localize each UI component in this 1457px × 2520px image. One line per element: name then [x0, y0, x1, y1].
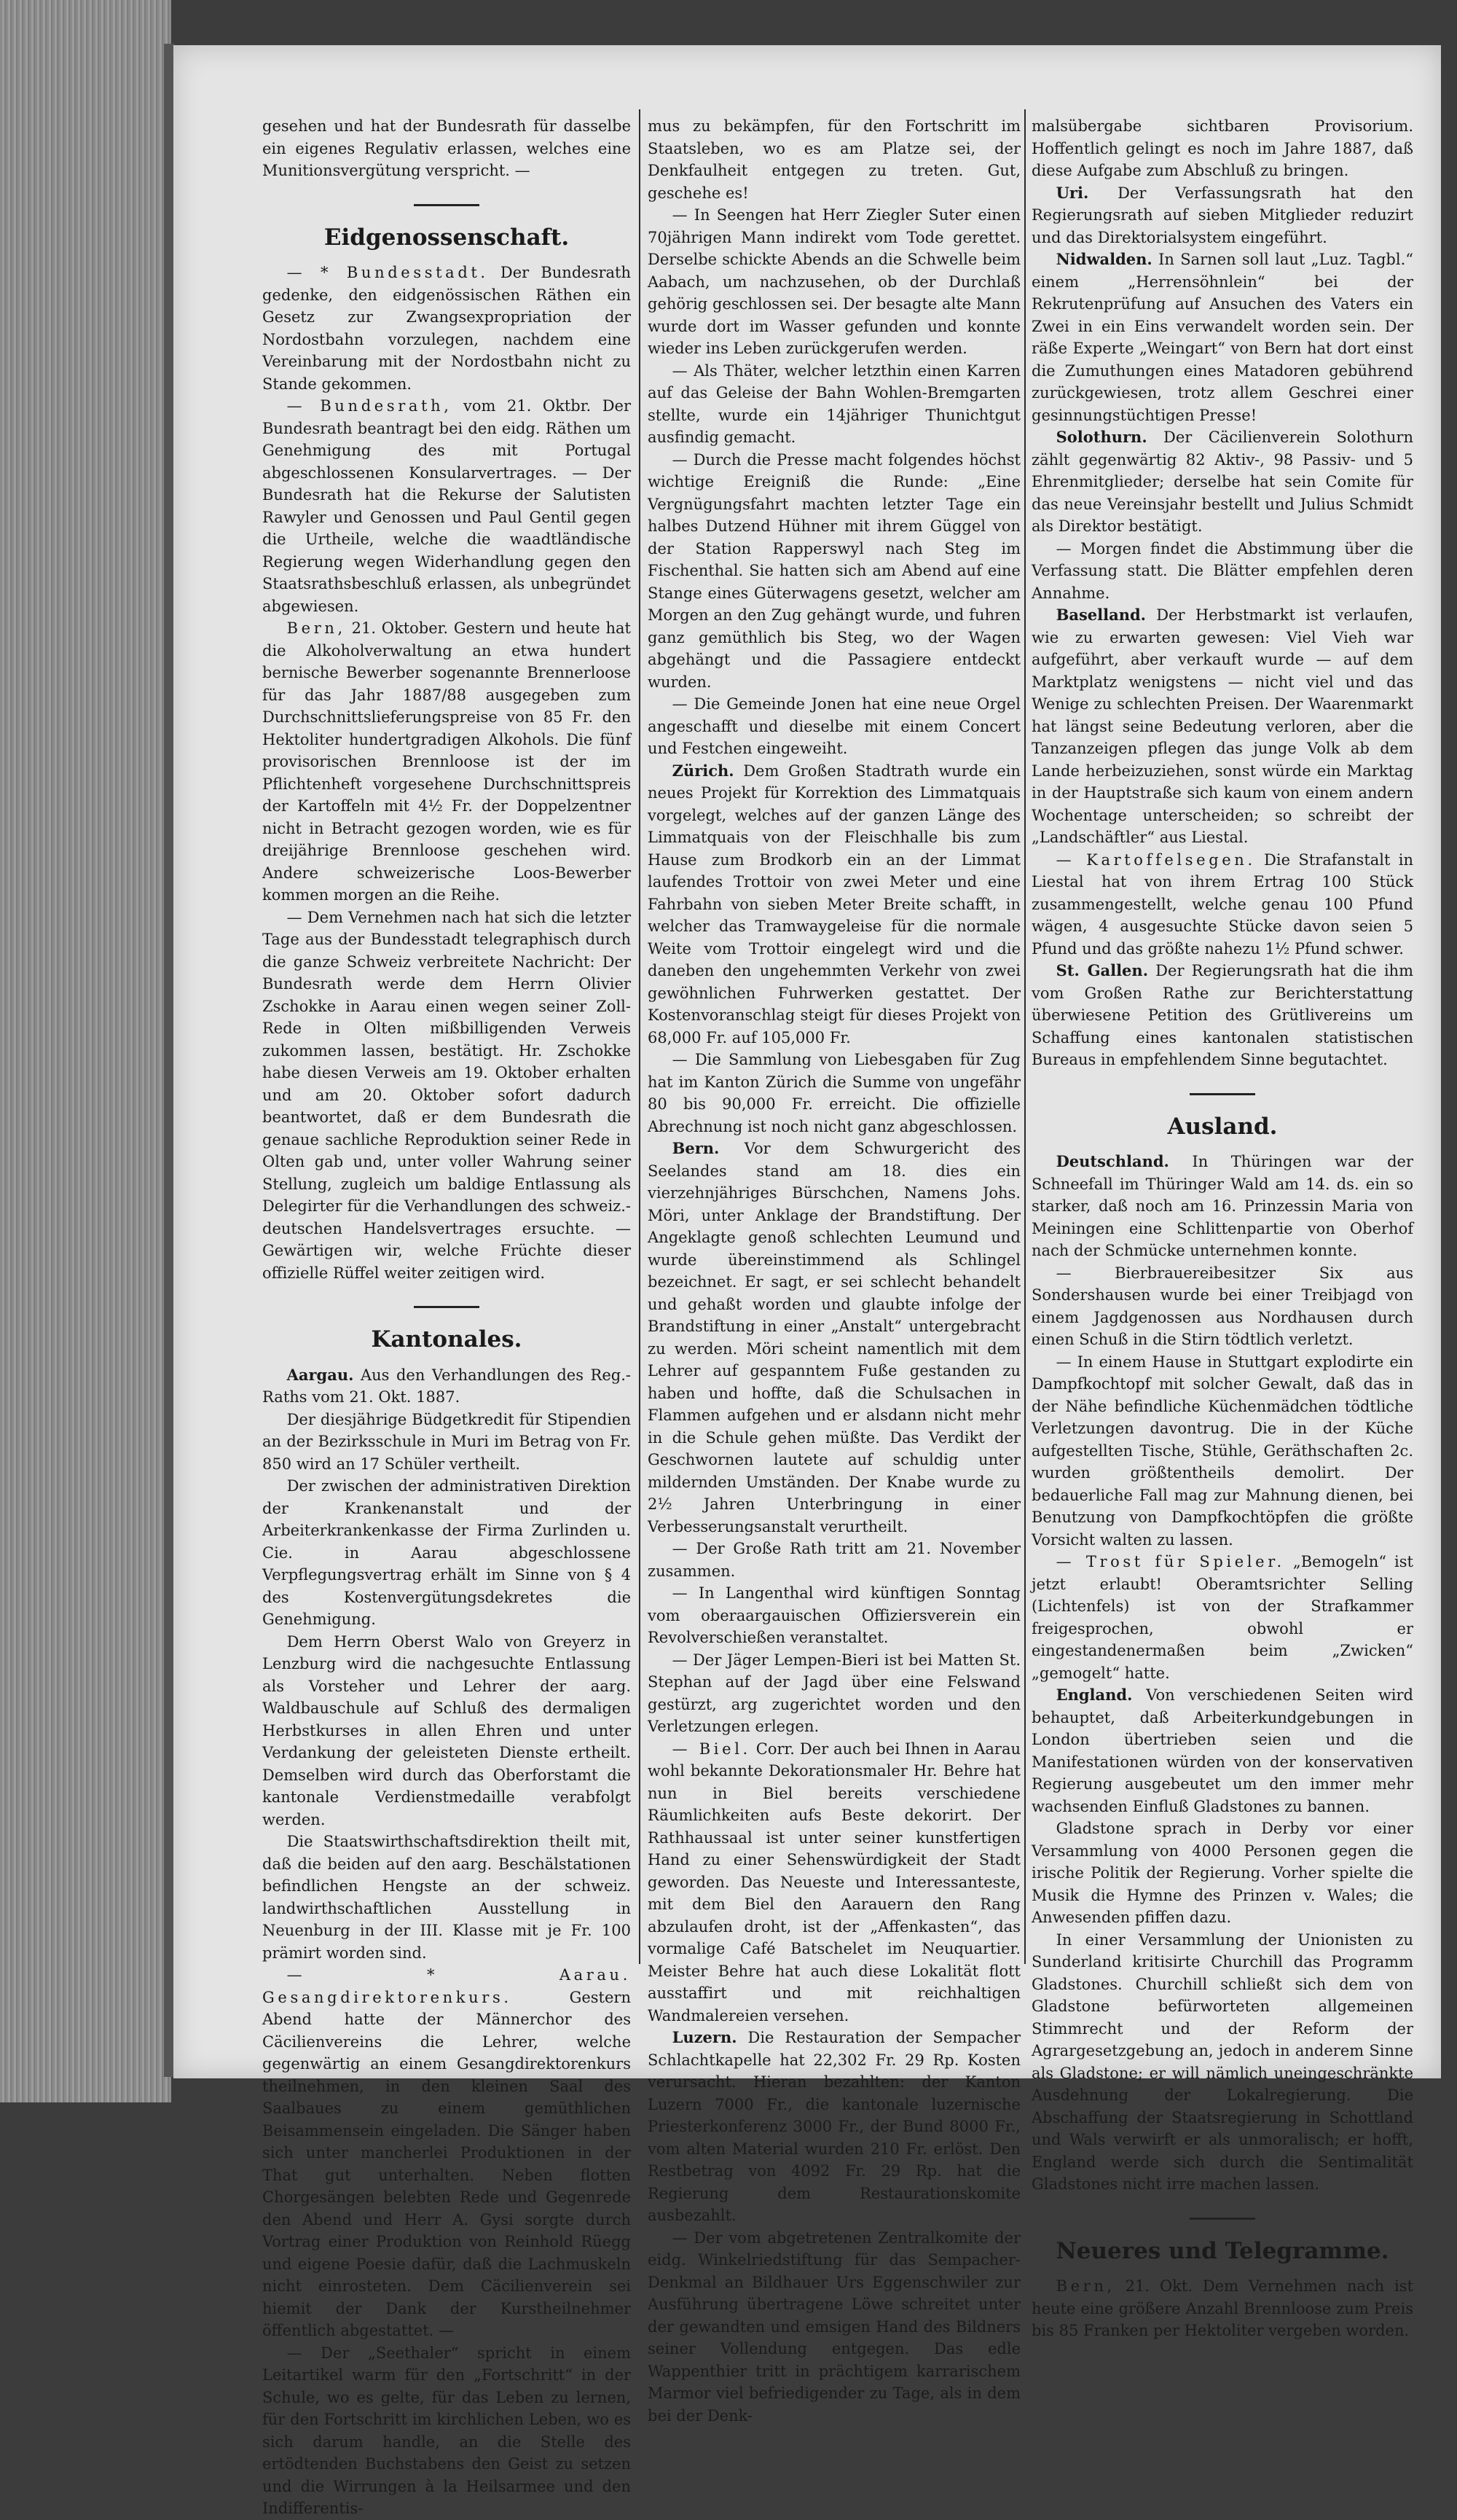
article-paragraph	[262, 1831, 631, 1964]
article-text: Dem Großen Stadtrath wurde ein neues Projekt für Korrektion des Limmatquais vorgelegt, welches auf der ganzen Länge des Limmatquais von der Fleischhalle bis zum Hause zum Brodkorb ein an der Limmat laufendes Trottoir von zwei Meter und eine Fahrbahn von sieben Meter Breite schafft, in welcher das Tramwaygeleise für die normale Weite vom Trottoir eingelegt wird und die daneben den ungehemmten Verkehr von zwei gewöhnlichen Fuhrwerken gestattet. Der Kostenvoranschlag steigt für dieses Projekt von 68,000 Fr. auf 105,000 Fr.	[648, 762, 1021, 1046]
article-lead: Deutschland.	[1056, 1152, 1169, 1170]
article-text: In einer Versammlung der Unionisten zu Sunderland kritisirte Churchill das Programm Gladstones. Churchill schließt sich dem von Gladstone befürworteten allgemeinen Stimmrecht und der Reform der Agrargesetzgebung an, jedoch in anderem Sinne als Gladstone; er will nämlich uneingeschränkte Ausdehnung der Lokalregierung. Die Abschaffung der Staatsregierung in Schottland und Wals verwirft er als unmoralisch; er hofft, England werde sich durch die Sentimalität Gladstones nicht irre machen lassen.	[1032, 1930, 1413, 2193]
article-text: Der Verfassungsrath hat den Regierungsrath auf sieben Mitglieder reduzirt und das Direktorialsystem eingeführt.	[1032, 184, 1413, 246]
article-paragraph	[648, 1049, 1021, 1138]
article-paragraph	[1032, 538, 1413, 605]
article-lead: Bern,	[1056, 2277, 1115, 2295]
article-text: Die Staatswirthschaftsdirektion theilt mit, daß die beiden auf den aarg. Beschälstationen befindlichen Hengste an der schweiz. landwirthschaftlichen Ausstellung in Neuenburg in der III. Klasse mit je Fr. 100 prämirt worden sind.	[262, 1833, 631, 1962]
article-lead: — Trost für Spieler.	[1056, 1553, 1285, 1570]
article-text: Gestern Abend hatte der Männerchor des Cäcilienvereins die Lehrer, welche gegenwärtig an einem Gesangdirektorenkurs theilnehmen, in den kleinen Saal des Saalbaues zu einem gemüthlichen Beisammensein eingeladen. Die Sänger haben sich unter mancherlei Produktionen in der That gut unterhalten. Neben flotten Chorgesängen belebten Rede und Gegenrede den Abend und Herr A. Gysi sorgte durch Vortrag einer Produktion von Reinhold Rüegg und eigene Poesie dafür, daß die Lachmuskeln nicht einrosteten. Dem Cäcilienverein sei hiemit der Dank der Kurstheilnehmer öffentlich abgestattet. —	[262, 1988, 631, 2339]
article-paragraph	[262, 395, 631, 617]
article-lead: Luzern.	[672, 2028, 737, 2046]
article-paragraph	[262, 115, 631, 182]
article-lead: Bern.	[672, 1139, 720, 1157]
article-text: Corr. Der auch bei Ihnen in Aarau wohl bekannte Dekorationsmaler Hr. Behre hat nun in Biel bereits verschiedene Räumlichkeiten aufs Beste dekorirt. Der Rathhaussaal ist unter seiner kunstfertigen Hand zu einer Sehenswürdigkeit der Stadt geworden. Das Neueste und Interessanteste, mit dem Biel den Aarauern den Rang abzulaufen droht, ist der „Affenkasten“, das vormalige Café Batschelet im Neuquartier. Meister Behre hat auch diese Lokalität flott ausstaffirt und mit reichhaltigen Wandmalereien versehen.	[648, 1740, 1021, 2024]
article-text: Vor dem Schwurgericht des Seelandes stand am 18. dies ein vierzehnjähriges Bürschchen, Namens Johs. Möri, unter Anklage der Brandstiftung. Der Angeklagte genoß schlechten Leumund und wurde übereinstimmend als Schlingel bezeichnet. Er sagt, er sei schlecht behandelt und gehaßt worden und glaubte infolge der Brandstiftung in einer „Anstalt“ untergebracht zu werden. Möri scheint namentlich mit dem Lehrer auf gespanntem Fuße gestanden zu haben und hoffte, daß die Schulsachen in Flammen aufgehen und er alsdann nicht mehr in die Schule gehen müßte. Das Verdikt der Geschwornen lautete auf schuldig unter mildernden Umständen. Der Knabe wurde zu 2½ Jahren Unterbringung in einer Verbesserungsanstalt verurtheilt.	[648, 1140, 1021, 1535]
section-rule	[414, 204, 479, 206]
column-divider	[639, 109, 640, 1964]
article-text: — Als Thäter, welcher letzthin einen Karren auf das Geleise der Bahn Wohlen-Bremgarten stellte, wurde ein 14jähriger Thunichtgut ausfindig gemacht.	[648, 361, 1021, 446]
section-heading: Ausland.	[1167, 1113, 1278, 1140]
article-text: gesehen und hat der Bundesrath für dasselbe ein eigenes Regulativ erlassen, welches eine Munitionsvergütung verspricht. —	[262, 117, 631, 179]
article-text: — In Seengen hat Herr Ziegler Suter einen 70jährigen Mann indirekt vom Tode gerettet. Derselbe schickte Abends an die Schwelle beim Aabach, um nachzusehen, ob der Durchlaß gehörig geschlossen sei. Der besagte alte Mann wurde dort im Wasser gefunden und konnte wieder ins Leben zurückgerufen werden.	[648, 206, 1021, 357]
article-paragraph	[1032, 1551, 1413, 1684]
article-paragraph	[648, 2227, 1021, 2427]
article-lead: Baselland.	[1056, 606, 1146, 624]
article-lead: — * Aarau. Gesangdirektorenkurs.	[262, 1966, 631, 2006]
article-lead: Solothurn.	[1056, 428, 1147, 446]
article-lead: Zürich.	[672, 761, 734, 780]
article-paragraph	[1032, 849, 1413, 960]
article-paragraph	[648, 2027, 1021, 2227]
article-paragraph	[648, 1138, 1021, 1538]
article-paragraph	[262, 1631, 631, 1831]
article-text: — In Langenthal wird künftigen Sonntag vom oberaargauischen Offiziersverein ein Revolverschießen veranstaltet.	[648, 1584, 1021, 1646]
article-paragraph	[1032, 426, 1413, 538]
article-lead: Aargau.	[286, 1365, 354, 1384]
article-paragraph	[648, 115, 1021, 204]
article-text: Der Herbstmarkt ist verlaufen, wie zu erwarten gewesen: Viel Vieh war aufgeführt, aber verkauft wurde — auf dem Marktplatz wenigstens — nicht viel und das Wenige zu schlechten Preisen. Der Waarenmarkt hat längst seine Bedeutung verloren, aber die Tanzanzeigen pflegen das junge Volk ab dem Lande herbeizuziehen, sonst würde ein Marktag in der Hauptstraße sich kaum von einem andern Wochentage unterscheiden; so schreibt der „Landschäftler“ aus Liestal.	[1032, 606, 1413, 846]
article-paragraph	[648, 1538, 1021, 1582]
article-text: In Thüringen war der Schneefall im Thüringer Wald am 14. ds. ein so starker, daß noch am 16. Prinzessin Maria von Meiningen eine Schlittenpartie von Oberhof nach der Schmücke unternehmen konnte.	[1032, 1153, 1413, 1259]
article-lead: Nidwalden.	[1056, 250, 1152, 268]
article-paragraph	[1032, 2275, 1413, 2342]
article-paragraph	[1032, 182, 1413, 249]
article-paragraph	[1032, 115, 1413, 182]
article-text: — Der vom abgetretenen Zentralkomite der eidg. Winkelriedstiftung für das Sempacher-Denkmal an Bildhauer Urs Eggenschwiler zur Ausführung übertragene Löwe schreitet unter der gewandten und emsigen Hand des Bildners seiner Vollendung entgegen. Das edle Wappenthier tritt in prächtigem karrarischem Marmor viel befriedigender zu Tage, als in dem bei der Denk-	[648, 2229, 1021, 2425]
article-paragraph	[262, 1364, 631, 1409]
article-text: — Der Große Rath tritt am 21. November zusammen.	[648, 1540, 1021, 1580]
article-text: Die Strafanstalt in Liestal hat von ihrem Ertrag 100 Stück zusammengestellt, welche genau 100 Pfund wägen, 4 ausgesuchte Stücke davon seien 5 Pfund und das größte nahezu 1½ Pfund schwer.	[1032, 850, 1414, 958]
article-text: — In einem Hause in Stuttgart explodirte ein Dampfkochtopf mit solcher Gewalt, daß das in der Nähe befindliche Küchenmädchen tödtliche Verletzungen davontrug. Die in der Küche aufgestellten Tische, Stühle, Geräthschaften 2c. wurden größtentheils demolirt. Der bedauerliche Fall mag zur Mahnung dienen, bei Benutzung von Dampfkochtöpfen die größte Vorsicht walten zu lassen.	[1032, 1353, 1413, 1549]
column-divider	[1024, 109, 1026, 1964]
article-paragraph	[648, 204, 1021, 360]
article-paragraph	[648, 693, 1021, 760]
article-text: Der Regierungsrath hat die ihm vom Großen Rathe zur Berichterstattung überwiesene Petition des Grütlivereins um Schaffung eines kantonalen statistischen Bureaus in empfehlendem Sinne begutachtet.	[1032, 962, 1413, 1068]
page-edge	[164, 44, 174, 2077]
article-text: Von verschiedenen Seiten wird behauptet, daß Arbeiterkundgebungen in London übertrieben seien und die Manifestationen würden von der konservativen Regierung ausgebeutet um den immer mehr wachsenden Einfluß Gladstones zu bannen.	[1032, 1686, 1413, 1815]
article-text: — Durch die Presse macht folgendes höchst wichtige Ereigniß die Runde: „Eine Vergnügungsfahrt machten letzter Tage ein halbes Dutzend Hühner mit ihrem Güggel von der Station Rapperswyl nach Steg im Fischenthal. Sie hatten sich am Abend auf eine Stange eines Güterwagens gesetzt, welcher am Morgen an den Zug gehängt wurde, und fuhren ganz gemüthlich bis Steg, wo der Wagen abgehängt und die Passagiere entdeckt wurden.	[648, 450, 1021, 691]
article-text: — Die Gemeinde Jonen hat eine neue Orgel angeschafft und dieselbe mit einem Concert und Festchen eingeweiht.	[648, 695, 1021, 757]
article-paragraph	[1032, 1929, 1413, 2196]
article-lead: St. Gallen.	[1056, 961, 1149, 979]
article-text: Die Restauration der Sempacher Schlachtkapelle hat 22,302 Fr. 29 Rp. Kosten verursacht. Hieran bezahlten: der Kanton Luzern 7000 Fr., die kantonale luzernische Priesterkonferenz 3000 Fr., der Bund 8000 Fr., vom alten Material wurden 210 Fr. erlöst. Den Restbetrag von 4092 Fr. 29 Rp. hat die Regierung dem Restaurationskomite ausbezahlt.	[648, 2029, 1021, 2224]
article-paragraph	[262, 2342, 631, 2520]
article-paragraph	[648, 1649, 1021, 1738]
article-text: Dem Herrn Oberst Walo von Greyerz in Lenzburg wird die nachgesuchte Entlassung als Vorsteher und Lehrer der aarg. Waldbauschule auf Schluß des dermaligen Herbstkurses in allen Ehren und unter Verdankung der geleisteten Dienste ertheilt. Demselben wird durch das Oberforstamt die kantonale Verdienstmedaille verabfolgt werden.	[262, 1632, 631, 1828]
column-3	[1032, 115, 1413, 2342]
book-binding	[0, 0, 171, 2102]
article-text: — Der „Seethaler“ spricht in einem Leitartikel warm für den „Fortschritt“ in der Schule, wo es gelte, für das Leben zu lernen, für den Fortschritt im kirchlichen Leben, wo es sich darum handle, an die Stelle des ertödtenden Buchstabens den Geist zu setzen und die Wirrungen à la Heilsarmee und den Indifferentis-	[262, 2344, 631, 2517]
article-paragraph	[262, 1964, 631, 2342]
article-text: — Bierbrauereibesitzer Six aus Sondershausen wurde bei einer Treibjagd von einem Jagdgenossen aus Nordhausen durch einen Schuß in die Stirn tödtlich verletzt.	[1032, 1264, 1413, 1348]
article-text: — Dem Vernehmen nach hat sich die letzter Tage aus der Bundesstadt telegraphisch durch die ganze Schweiz verbreitete Nachricht: Der Bundesrath werde dem Herrn Olivier Zschokke in Aarau einen wegen seiner Zoll-Rede in Olten mißbilligenden Verweis zukommen lassen, bestätigt. Hr. Zschokke habe diesen Verweis am 19. Oktober erhalten und am 20. Oktober sofort dadurch beantwortet, daß er dem Bundesrath die genaue sachliche Reproduktion seiner Rede in Olten gab und, unter voller Wahrung seiner Stellung, zugleich um baldige Entlassung als Delegirter für die Verhandlungen des schweiz.-deutschen Handelsvertrages ersuchte. — Gewärtigen wir, welche Früchte dieser offizielle Rüffel weiter zeitigen wird.	[262, 908, 631, 1282]
article-paragraph	[648, 1582, 1021, 1649]
article-text: Aus den Verhandlungen des Reg.-Raths vom 21. Okt. 1887.	[262, 1366, 631, 1406]
section-heading: Kantonales.	[371, 1326, 522, 1353]
article-paragraph	[648, 760, 1021, 1049]
article-paragraph	[1032, 1684, 1413, 1817]
article-lead: — Biel.	[672, 1740, 751, 1758]
article-paragraph	[262, 617, 631, 907]
article-text: 21. Oktober. Gestern und heute hat die Alkoholverwaltung an etwa hundert bernische Bewerber sogenannte Brennerloose für das Jahr 1887/88 ausgegeben zum Durchschnittslieferungspreise von 85 Fr. den Hektoliter hundertgradigen Alkohols. Die fünf provisorischen Brennloose ist der im Pflichtenheft vorgesehene Durchschnittspreis der Kartoffeln mit 4½ Fr. der Doppelzentner nicht in Betracht gezogen worden, wie es für dreijährige Brennloose geschehen wird. Andere schweizerische Loos-Bewerber kommen morgen an die Reihe.	[262, 619, 631, 904]
article-paragraph	[1032, 1151, 1413, 1262]
article-text: — Der Jäger Lempen-Bieri ist bei Matten St. Stephan auf der Jagd über eine Felswand gestürzt, arg zugerichtet worden und den Verletzungen erlegen.	[648, 1651, 1021, 1735]
section-rule	[414, 1306, 479, 1308]
article-paragraph	[648, 1738, 1021, 2027]
article-paragraph	[1032, 960, 1413, 1071]
section-rule	[1190, 2218, 1255, 2220]
article-lead: Uri.	[1056, 183, 1089, 202]
section-rule	[1190, 1093, 1255, 1095]
article-paragraph	[1032, 604, 1413, 849]
article-lead: Bern,	[286, 619, 346, 637]
article-text: Der zwischen der administrativen Direktion der Krankenanstalt und der Arbeiterkrankenkasse der Firma Zurlinden u. Cie. in Aarau abgeschlossene Verpflegungsvertrag erhält im Sinne von § 4 des Kostenvergütungsdekretes die Genehmigung.	[262, 1477, 631, 1628]
article-text: Der Cäcilienverein Solothurn zählt gegenwärtig 82 Aktiv-, 98 Passiv- und 5 Ehrenmitglieder; derselbe hat sein Comite für das neue Vereinsjahr bestellt und Julius Schmidt als Direktor bestätigt.	[1032, 429, 1413, 535]
article-text: mus zu bekämpfen, für den Fortschritt im Staatsleben, wo es am Platze sei, der Denkfaulheit entgegen zu treten. Gut, geschehe es!	[648, 117, 1021, 202]
article-text: „Bemogeln“ ist jetzt erlaubt! Oberamtsrichter Selling (Lichtenfels) ist von der Strafkammer freigesprochen, obwohl er eingestandenermaßen beim „Zwicken“ „gemogelt“ hatte.	[1032, 1553, 1413, 1682]
article-text: — Die Sammlung von Liebesgaben für Zug hat im Kanton Zürich die Summe von ungefähr 80 bis 90,000 Fr. erreicht. Die offizielle Abrechnung ist noch nicht ganz abgeschlossen.	[648, 1051, 1021, 1135]
article-text: Der Bundesrath gedenke, den eidgenössischen Räthen ein Gesetz zur Zwangsexpropriation der Nordostbahn vorzulegen, nachdem eine Vereinbarung mit der Nordostbahn nicht zu Stande gekommen.	[262, 264, 631, 393]
section-heading: Neueres und Telegramme.	[1056, 2237, 1389, 2264]
article-text: 21. Okt. Dem Vernehmen nach ist heute eine größere Anzahl Brennloose zum Preis bis 85 Franken per Hektoliter vergeben worden.	[1032, 2277, 1413, 2339]
article-text: In Sarnen soll laut „Luz. Tagbl.“ einem „Herrensöhnlein“ bei der Rekrutenprüfung auf Ansuchen des Vaters ein Zwei in ein Eins verwandelt worden sein. Der räße Experte „Weingart“ von Bern hat dort einst die Zumuthungen eines Matadoren gebührend zurückgewiesen, trotz allem Geschrei einer gesinnungstüchtigen Presse!	[1032, 251, 1413, 424]
article-paragraph	[262, 907, 631, 1285]
article-paragraph	[262, 1475, 631, 1631]
section-heading: Eidgenossenschaft.	[323, 224, 570, 251]
article-paragraph	[262, 262, 631, 395]
article-paragraph	[262, 1409, 631, 1476]
article-lead: — Kartoffelsegen.	[1056, 850, 1256, 869]
article-text: — Morgen findet die Abstimmung über die Verfassung statt. Die Blätter empfehlen deren Annahme.	[1032, 539, 1413, 602]
article-paragraph	[648, 360, 1021, 449]
article-paragraph	[1032, 1817, 1413, 1929]
article-lead: — Bundesrath,	[286, 397, 452, 415]
column-1	[262, 115, 631, 2520]
article-paragraph	[648, 449, 1021, 694]
article-paragraph	[1032, 1262, 1413, 1351]
article-text: Der diesjährige Büdgetkredit für Stipendien an der Bezirksschule in Muri im Betrag von Fr. 850 wird an 17 Schüler vertheilt.	[262, 1410, 631, 1473]
article-paragraph	[1032, 1351, 1413, 1551]
article-text: malsübergabe sichtbaren Provisorium. Hoffentlich gelingt es noch im Jahre 1887, daß diese Aufgabe zum Abschluß zu bringen.	[1032, 117, 1413, 179]
column-2	[648, 115, 1021, 2427]
article-lead: England.	[1056, 1686, 1133, 1704]
article-lead: — * Bundesstadt.	[286, 264, 489, 281]
article-text: Gladstone sprach in Derby vor einer Versammlung von 4000 Personen gegen die irische Politik der Regierung. Vorher spielte die Musik die Hymne des Prinzen v. Wales; die Anwesenden pfiffen dazu.	[1032, 1820, 1413, 1926]
article-paragraph	[1032, 249, 1413, 426]
article-text: vom 21. Oktbr. Der Bundesrath beantragt bei den eidg. Räthen um Genehmigung des mit Portugal abgeschlossenen Konsularvertrages. — Der Bundesrath hat die Rekurse der Salutisten Rawyler und Genossen und Paul Gentil gegen die Urtheile, welche die waadtländische Regierung wegen Widerhandlung gegen den Staatsrathsbeschluß erlassen, als unbegründet abgewiesen.	[262, 397, 631, 615]
